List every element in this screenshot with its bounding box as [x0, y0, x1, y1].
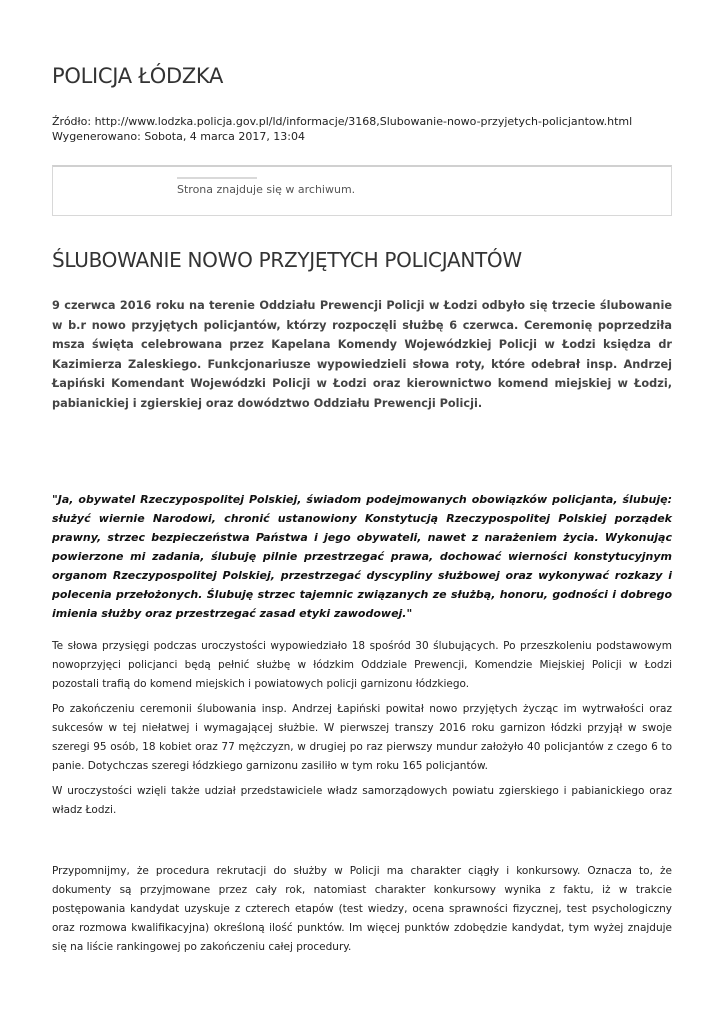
source-line: Źródło: http://www.lodzka.policja.gov.pl/ld/informacje/3168,Slubowanie-nowo-przyjetych-policjantow.html	[52, 115, 633, 128]
generated-line: Wygenerowano: Sobota, 4 marca 2017, 13:04	[52, 130, 306, 143]
article-paragraph: Po zakończeniu ceremonii ślubowania insp. Andrzej Łapiński powitał nowo przyjętych życząc im wytrwałości oraz sukcesów w tej niełatwej i wymagającej służbie. W pierwszej transzy 2016 roku garnizon łódzki przyjął w swoje szeregi 95 osób, 18 kobiet oraz 77 mężczyzn, w drugiej po raz pierwszy mundur założyło 40 policjantów z czego 6 to panie. Dotychczas szeregi łódzkiego garnizonu zasiliło w tym roku 165 policjantów.	[52, 703, 672, 772]
article-paragraph: Te słowa przysięgi podczas uroczystości wypowiedziało 18 spośród 30 ślubujących. Po przeszkoleniu podstawowym nowoprzyjęci policjanci będą pełnić służbę w łódzkim Oddziale Prewencji, Komendzie Miejskiej Policji w Łodzi pozostali trafią do komend miejskich i powiatowych policji garnizonu łódzkiego.	[52, 640, 672, 690]
archive-divider	[177, 177, 257, 179]
archive-notice-text: Strona znajduje się w archiwum.	[177, 183, 356, 196]
article-lead: 9 czerwca 2016 roku na terenie Oddziału Prewencji Policji w Łodzi odbyło się trzecie ślubowanie w b.r nowo przyjętych policjantów, którzy rozpoczęli służbę 6 czerwca. Ceremonię poprzedziła msza święta celebrowana przez Kapelana Komendy Wojewódzkiej Policji w Łodzi księdza dr Kazimierza Zaleskiego. Funkcjonariusze wypowiedzieli słowa roty, które odebrał insp. Andrzej Łapiński Komendant Wojewódzki Policji w Łodzi oraz kierownictwo komend miejskiej w Łodzi, pabianickiej i zgierskiej oraz dowództwo Oddziału Prewencji Policji.	[52, 299, 672, 410]
site-title: POLICJA ŁÓDZKA	[52, 64, 224, 88]
document-meta	[52, 114, 632, 144]
archive-notice-box	[52, 165, 672, 216]
article-paragraph: Przypomnijmy, że procedura rekrutacji do służby w Policji ma charakter ciągły i konkursowy. Oznacza to, że dokumenty są przyjmowane przez cały rok, natomiast charakter konkursowy wynika z faktu, iż w trakcie postępowania kandydat uzyskuje z czterech etapów (test wiedzy, ocena sprawności fizycznej, test psychologiczny oraz rozmowa kwalifikacyjna) określoną ilość punktów. Im więcej punktów zdobędzie kandydat, tym wyżej znajduje się na liście rankingowej po zakończeniu całej procedury.	[52, 865, 672, 953]
oath-quote: "Ja, obywatel Rzeczypospolitej Polskiej, świadom podejmowanych obowiązków policjanta, ślubuję: służyć wiernie Narodowi, chronić ustanowiony Konstytucją Rzeczypospolitej Polskiej porządek prawny, strzec bezpieczeństwa Państwa i jego obywateli, nawet z narażeniem życia. Wykonując powierzone mi zadania, ślubuję pilnie przestrzegać prawa, dochować wierności konstytucyjnym organom Rzeczypospolitej Polskiej, przestrzegać dyscypliny służbowej oraz wykonywać rozkazy i polecenia przełożonych. Ślubuję strzec tajemnic związanych ze służbą, honoru, godności i dobrego imienia służby oraz przestrzegać zasad etyki zawodowej."	[52, 493, 672, 620]
article-title: ŚLUBOWANIE NOWO PRZYJĘTYCH POLICJANTÓW	[52, 248, 522, 272]
article-paragraph: W uroczystości wzięli także udział przedstawiciele władz samorządowych powiatu zgierskiego i pabianickiego oraz władz Łodzi.	[52, 785, 672, 816]
